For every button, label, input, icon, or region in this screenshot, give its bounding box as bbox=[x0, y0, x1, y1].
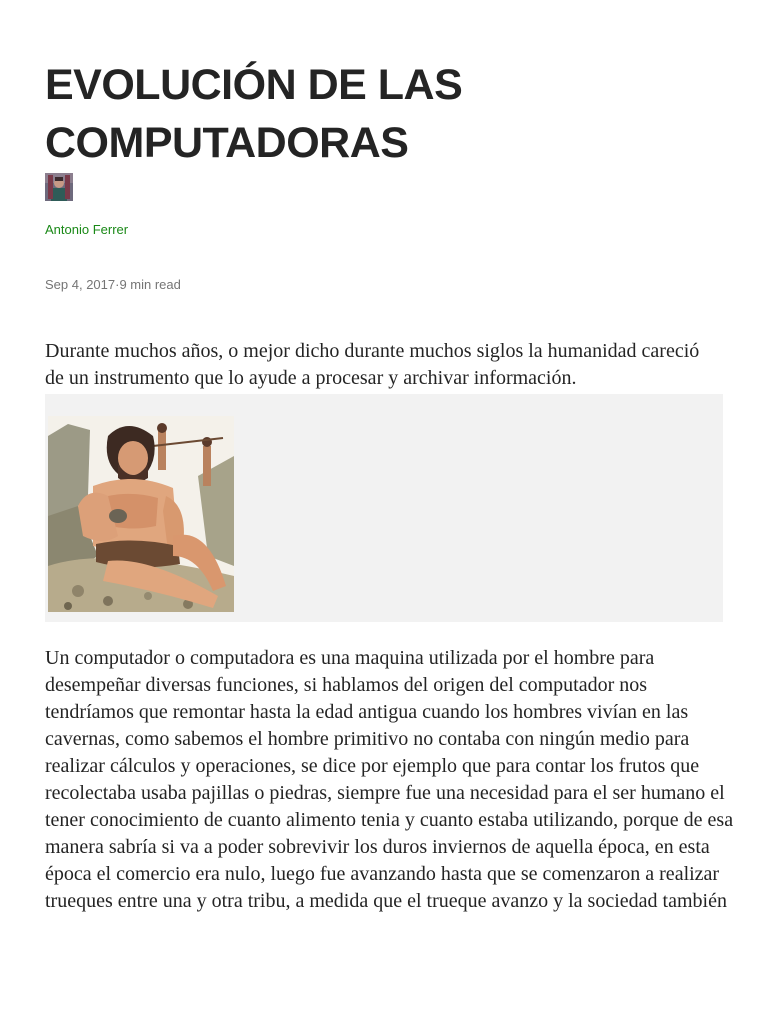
caveman-illustration-svg bbox=[48, 416, 234, 612]
author-avatar[interactable] bbox=[45, 173, 73, 201]
publish-meta: Sep 4, 2017·9 min read bbox=[45, 277, 181, 292]
caveman-illustration bbox=[48, 416, 234, 612]
body-paragraph: Un computador o computadora es una maquina utilizada por el hombre para desempeñar diversas funciones, si hablamos del origen del computador nos tendríamos que remontar hasta la edad antigua cuando los hombres vivían en las cavernas, como sabemos el hombre primitivo no contaba con ningún medio para realizar cálculos y operaciones, se dice por ejemplo que para contar los frutos que recolectaba usaba pajillas o piedras, siempre fue una necesidad para el ser humano el tener conocimiento de cuanto alimento tenia y cuanto estaba utilizando, porque de esa manera sabría si va a poder sobrevivir los duros inviernos de aquella época, en esta época el comercio era nulo, luego fue avanzando hasta que se comenzaron a realizar trueques entre una y otra tribu, a medida que el trueque avanzo y la sociedad también bbox=[45, 647, 734, 912]
avatar-image bbox=[45, 173, 73, 201]
figure-container bbox=[45, 394, 723, 622]
intro-paragraph: Durante muchos años, o mejor dicho durante muchos siglos la humanidad careció de un instrumento que lo ayude a procesar y archivar información. bbox=[45, 340, 700, 389]
article-title: EVOLUCIÓN DE LAS COMPUTADORAS bbox=[45, 61, 463, 167]
author-link[interactable]: Antonio Ferrer bbox=[45, 222, 129, 237]
